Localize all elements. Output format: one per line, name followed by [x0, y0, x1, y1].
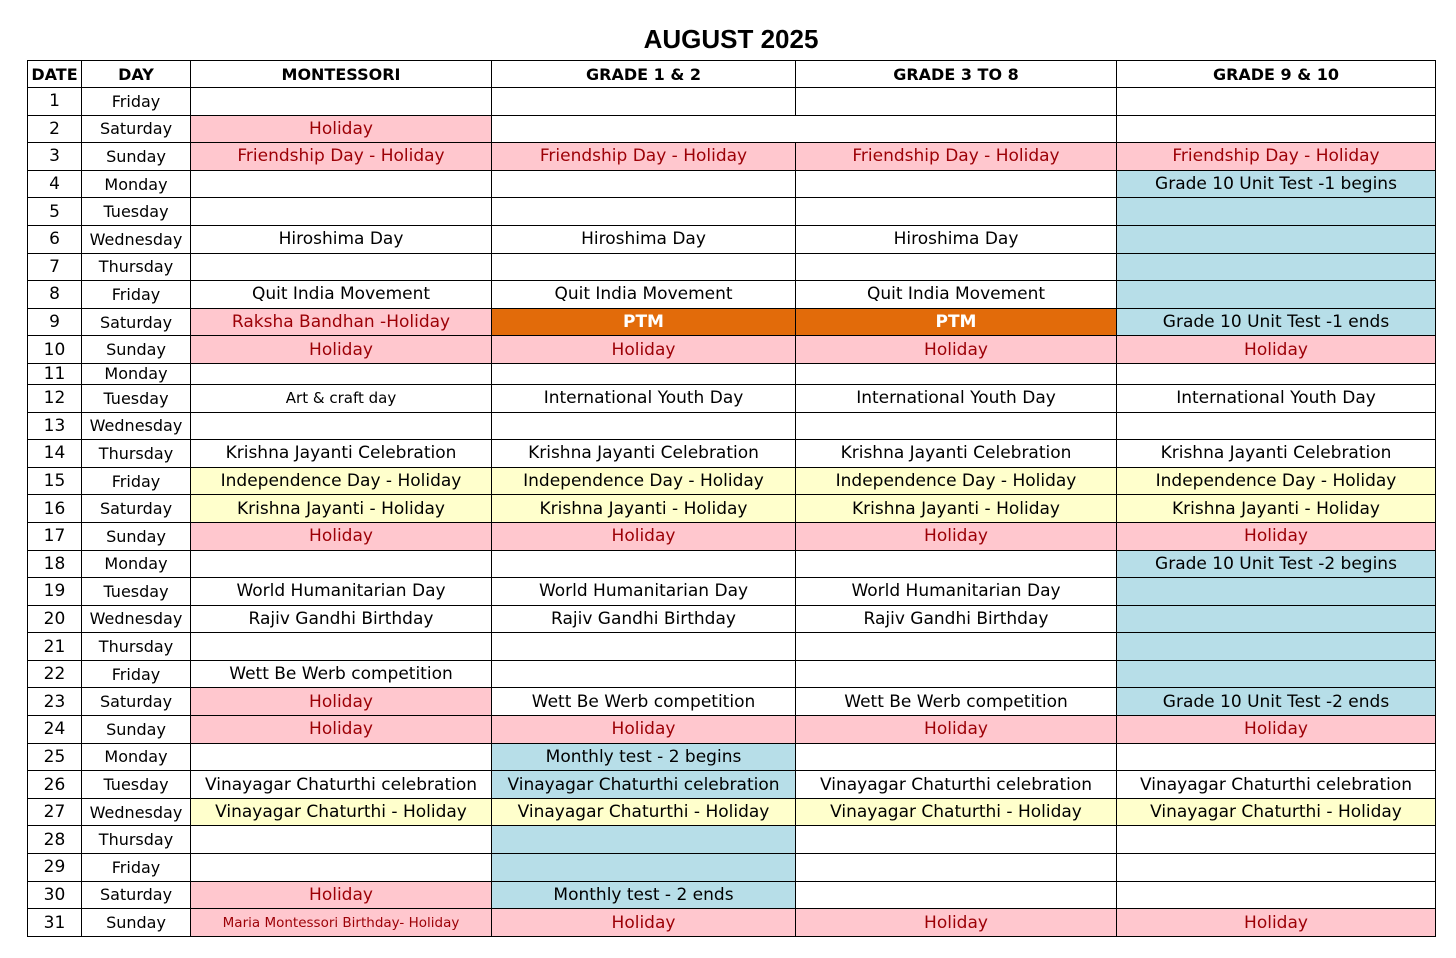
table-row — [28, 688, 1436, 716]
grade-9-10-cell — [1117, 88, 1436, 116]
date-cell: 27 — [28, 798, 82, 826]
grade-1-2-cell — [492, 363, 796, 384]
montessori-cell: Vinayagar Chaturthi celebration — [191, 771, 492, 799]
grade-9-10-cell: Holiday — [1117, 522, 1436, 550]
date-cell: 16 — [28, 495, 82, 523]
grade-3-8-cell — [796, 660, 1117, 688]
montessori-cell: Holiday — [191, 522, 492, 550]
day-cell: Wednesday — [82, 605, 191, 633]
grade-1-2-cell: Krishna Jayanti - Holiday — [492, 495, 796, 523]
date-cell: 23 — [28, 688, 82, 716]
grade-3-8-cell: Holiday — [796, 336, 1117, 364]
grade-3-8-cell — [796, 550, 1117, 578]
date-cell: 25 — [28, 743, 82, 771]
grade-1-2-cell: Vinayagar Chaturthi celebration — [492, 771, 796, 799]
table-row — [28, 881, 1436, 909]
grade-9-10-cell — [1117, 826, 1436, 854]
date-cell: 13 — [28, 412, 82, 440]
date-cell: 8 — [28, 281, 82, 309]
table-row — [28, 909, 1436, 937]
table-row — [28, 198, 1436, 226]
montessori-cell — [191, 412, 492, 440]
header-row — [28, 61, 1436, 88]
date-cell: 17 — [28, 522, 82, 550]
grade-9-10-cell: Grade 10 Unit Test -2 begins — [1117, 550, 1436, 578]
day-cell: Wednesday — [82, 225, 191, 253]
table-row — [28, 281, 1436, 309]
table-row — [28, 88, 1436, 116]
date-cell: 30 — [28, 881, 82, 909]
montessori-cell — [191, 198, 492, 226]
grade-9-10-cell — [1117, 412, 1436, 440]
montessori-cell — [191, 170, 492, 198]
table-row — [28, 522, 1436, 550]
grade-9-10-cell — [1117, 198, 1436, 226]
grade-1-2-cell: Wett Be Werb competition — [492, 688, 796, 716]
grade-3-8-cell — [796, 88, 1117, 116]
day-cell: Friday — [82, 467, 191, 495]
day-cell: Tuesday — [82, 384, 191, 412]
grade-9-10-cell — [1117, 253, 1436, 281]
table-row — [28, 225, 1436, 253]
table-row — [28, 467, 1436, 495]
table-row — [28, 384, 1436, 412]
montessori-cell — [191, 550, 492, 578]
montessori-cell: Hiroshima Day — [191, 225, 492, 253]
day-cell: Thursday — [82, 253, 191, 281]
day-cell: Monday — [82, 550, 191, 578]
table-row — [28, 495, 1436, 523]
montessori-cell: Holiday — [191, 716, 492, 744]
day-cell: Tuesday — [82, 198, 191, 226]
grade-9-10-cell — [1117, 115, 1436, 143]
day-cell: Monday — [82, 743, 191, 771]
grade-1-2-cell — [492, 412, 796, 440]
montessori-cell: Maria Montessori Birthday- Holiday — [191, 909, 492, 937]
date-cell: 9 — [28, 308, 82, 336]
montessori-cell: Holiday — [191, 688, 492, 716]
grade-3-8-cell — [796, 170, 1117, 198]
day-cell: Saturday — [82, 495, 191, 523]
table-row — [28, 308, 1436, 336]
day-cell: Wednesday — [82, 412, 191, 440]
day-cell: Saturday — [82, 308, 191, 336]
grade-3-8-cell — [796, 826, 1117, 854]
grade-3-8-cell: Krishna Jayanti - Holiday — [796, 495, 1117, 523]
date-cell: 15 — [28, 467, 82, 495]
grade-3-8-cell: Holiday — [796, 522, 1117, 550]
grade-3-8-cell: International Youth Day — [796, 384, 1117, 412]
grade-1-2-cell — [492, 170, 796, 198]
header-grade-3-8: GRADE 3 TO 8 — [796, 61, 1117, 88]
grade-3-8-cell: Rajiv Gandhi Birthday — [796, 605, 1117, 633]
date-cell: 21 — [28, 633, 82, 661]
date-cell: 10 — [28, 336, 82, 364]
day-cell: Wednesday — [82, 798, 191, 826]
day-cell: Sunday — [82, 909, 191, 937]
montessori-cell: Rajiv Gandhi Birthday — [191, 605, 492, 633]
table-row — [28, 578, 1436, 606]
montessori-cell: Art & craft day — [191, 384, 492, 412]
day-cell: Saturday — [82, 881, 191, 909]
montessori-cell: Holiday — [191, 881, 492, 909]
table-row — [28, 854, 1436, 882]
day-cell: Friday — [82, 660, 191, 688]
day-cell: Thursday — [82, 826, 191, 854]
table-row — [28, 826, 1436, 854]
grade-9-10-cell: Grade 10 Unit Test -1 ends — [1117, 308, 1436, 336]
grade-1-2-cell: Holiday — [492, 522, 796, 550]
grade-3-8-cell: Wett Be Werb competition — [796, 688, 1117, 716]
grade-9-10-cell: International Youth Day — [1117, 384, 1436, 412]
montessori-cell: Vinayagar Chaturthi - Holiday — [191, 798, 492, 826]
table-row — [28, 440, 1436, 468]
date-cell: 22 — [28, 660, 82, 688]
date-cell: 4 — [28, 170, 82, 198]
grade-1-2-cell — [492, 198, 796, 226]
montessori-cell: Holiday — [191, 336, 492, 364]
calendar-body — [28, 88, 1436, 937]
calendar-table — [27, 60, 1436, 937]
header-grade-9-10: GRADE 9 & 10 — [1117, 61, 1436, 88]
grade-3-8-cell: PTM — [796, 308, 1117, 336]
grade-1-2-cell: Independence Day - Holiday — [492, 467, 796, 495]
grade-9-10-cell: Friendship Day - Holiday — [1117, 143, 1436, 171]
grade-1-2-cell: Vinayagar Chaturthi - Holiday — [492, 798, 796, 826]
day-cell: Monday — [82, 170, 191, 198]
grade-1-2-cell — [492, 633, 796, 661]
grade-9-10-cell: Holiday — [1117, 336, 1436, 364]
grade-1-2-cell: Friendship Day - Holiday — [492, 143, 796, 171]
date-cell: 12 — [28, 384, 82, 412]
montessori-cell: Krishna Jayanti - Holiday — [191, 495, 492, 523]
grade-9-10-cell: Vinayagar Chaturthi celebration — [1117, 771, 1436, 799]
grade-9-10-cell: Krishna Jayanti Celebration — [1117, 440, 1436, 468]
table-row — [28, 336, 1436, 364]
grade-1-2-cell: International Youth Day — [492, 384, 796, 412]
grade-9-10-cell — [1117, 363, 1436, 384]
date-cell: 1 — [28, 88, 82, 116]
day-cell: Friday — [82, 281, 191, 309]
grade-3-8-cell: Vinayagar Chaturthi - Holiday — [796, 798, 1117, 826]
grade-3-8-cell — [796, 633, 1117, 661]
day-cell: Saturday — [82, 115, 191, 143]
grade-9-10-cell: Grade 10 Unit Test -1 begins — [1117, 170, 1436, 198]
grade-9-10-cell — [1117, 881, 1436, 909]
grade-3-8-cell — [796, 881, 1117, 909]
grade-3-8-cell: Quit India Movement — [796, 281, 1117, 309]
montessori-cell — [191, 743, 492, 771]
montessori-cell: Wett Be Werb competition — [191, 660, 492, 688]
grade-1-2-cell — [492, 826, 796, 854]
day-cell: Sunday — [82, 336, 191, 364]
header-grade-1-2: GRADE 1 & 2 — [492, 61, 796, 88]
grade-9-10-cell — [1117, 281, 1436, 309]
grade-9-10-cell — [1117, 225, 1436, 253]
montessori-cell: Raksha Bandhan -Holiday — [191, 308, 492, 336]
grade-1-2-cell — [492, 660, 796, 688]
date-cell: 24 — [28, 716, 82, 744]
table-row — [28, 253, 1436, 281]
grade-9-10-cell: Grade 10 Unit Test -2 ends — [1117, 688, 1436, 716]
grade-9-10-cell: Vinayagar Chaturthi - Holiday — [1117, 798, 1436, 826]
montessori-cell: Friendship Day - Holiday — [191, 143, 492, 171]
table-row — [28, 170, 1436, 198]
date-cell: 26 — [28, 771, 82, 799]
table-row — [28, 743, 1436, 771]
header-montessori: MONTESSORI — [191, 61, 492, 88]
grade-9-10-cell — [1117, 605, 1436, 633]
grade-3-8-cell: Hiroshima Day — [796, 225, 1117, 253]
montessori-cell — [191, 363, 492, 384]
grade-3-8-cell: Krishna Jayanti Celebration — [796, 440, 1117, 468]
grade-1-2-cell: Quit India Movement — [492, 281, 796, 309]
day-cell: Sunday — [82, 143, 191, 171]
table-row — [28, 363, 1436, 384]
grade-1-2-cell: Krishna Jayanti Celebration — [492, 440, 796, 468]
day-cell: Tuesday — [82, 578, 191, 606]
grade-1-2-cell — [492, 88, 796, 116]
table-row — [28, 798, 1436, 826]
table-row — [28, 412, 1436, 440]
grade-1-2-cell — [492, 854, 796, 882]
grade-9-10-cell: Independence Day - Holiday — [1117, 467, 1436, 495]
date-cell: 5 — [28, 198, 82, 226]
grade-3-8-cell: Holiday — [796, 909, 1117, 937]
grade-3-8-cell: World Humanitarian Day — [796, 578, 1117, 606]
grade-3-8-cell — [796, 198, 1117, 226]
grade-1-2-cell — [492, 253, 796, 281]
grade-9-10-cell — [1117, 633, 1436, 661]
day-cell: Thursday — [82, 633, 191, 661]
date-cell: 11 — [28, 363, 82, 384]
date-cell: 2 — [28, 115, 82, 143]
montessori-cell — [191, 633, 492, 661]
day-cell: Sunday — [82, 716, 191, 744]
table-row — [28, 660, 1436, 688]
date-cell: 20 — [28, 605, 82, 633]
grade-3-8-cell: Vinayagar Chaturthi celebration — [796, 771, 1117, 799]
grade-1-2-cell — [492, 115, 1117, 143]
day-cell: Friday — [82, 88, 191, 116]
montessori-cell — [191, 253, 492, 281]
day-cell: Friday — [82, 854, 191, 882]
date-cell: 6 — [28, 225, 82, 253]
montessori-cell: Holiday — [191, 115, 492, 143]
date-cell: 19 — [28, 578, 82, 606]
grade-9-10-cell — [1117, 743, 1436, 771]
table-row — [28, 143, 1436, 171]
montessori-cell — [191, 854, 492, 882]
grade-3-8-cell — [796, 743, 1117, 771]
day-cell: Tuesday — [82, 771, 191, 799]
date-cell: 28 — [28, 826, 82, 854]
montessori-cell: Independence Day - Holiday — [191, 467, 492, 495]
date-cell: 7 — [28, 253, 82, 281]
date-cell: 31 — [28, 909, 82, 937]
grade-3-8-cell — [796, 253, 1117, 281]
grade-1-2-cell: Holiday — [492, 716, 796, 744]
grade-9-10-cell: Holiday — [1117, 716, 1436, 744]
table-row — [28, 550, 1436, 578]
grade-3-8-cell: Friendship Day - Holiday — [796, 143, 1117, 171]
montessori-cell: Krishna Jayanti Celebration — [191, 440, 492, 468]
grade-3-8-cell — [796, 363, 1117, 384]
grade-9-10-cell: Krishna Jayanti - Holiday — [1117, 495, 1436, 523]
date-cell: 29 — [28, 854, 82, 882]
day-cell: Saturday — [82, 688, 191, 716]
grade-3-8-cell: Holiday — [796, 716, 1117, 744]
grade-3-8-cell — [796, 412, 1117, 440]
montessori-cell: World Humanitarian Day — [191, 578, 492, 606]
grade-1-2-cell: Monthly test - 2 begins — [492, 743, 796, 771]
day-cell: Thursday — [82, 440, 191, 468]
day-cell: Monday — [82, 363, 191, 384]
table-row — [28, 115, 1436, 143]
date-cell: 18 — [28, 550, 82, 578]
grade-1-2-cell: PTM — [492, 308, 796, 336]
table-row — [28, 716, 1436, 744]
table-row — [28, 771, 1436, 799]
day-cell: Sunday — [82, 522, 191, 550]
montessori-cell — [191, 88, 492, 116]
grade-9-10-cell — [1117, 660, 1436, 688]
montessori-cell — [191, 826, 492, 854]
grade-1-2-cell: Monthly test - 2 ends — [492, 881, 796, 909]
grade-9-10-cell — [1117, 854, 1436, 882]
grade-1-2-cell: Hiroshima Day — [492, 225, 796, 253]
date-cell: 14 — [28, 440, 82, 468]
grade-9-10-cell — [1117, 578, 1436, 606]
grade-1-2-cell: Holiday — [492, 909, 796, 937]
grade-1-2-cell: Rajiv Gandhi Birthday — [492, 605, 796, 633]
grade-3-8-cell: Independence Day - Holiday — [796, 467, 1117, 495]
header-day: DAY — [82, 61, 191, 88]
table-row — [28, 633, 1436, 661]
grade-9-10-cell: Holiday — [1117, 909, 1436, 937]
date-cell: 3 — [28, 143, 82, 171]
grade-1-2-cell: World Humanitarian Day — [492, 578, 796, 606]
grade-3-8-cell — [796, 854, 1117, 882]
montessori-cell: Quit India Movement — [191, 281, 492, 309]
page-title: AUGUST 2025 — [643, 24, 819, 54]
table-row — [28, 605, 1436, 633]
header-date: DATE — [28, 61, 82, 88]
grade-1-2-cell — [492, 550, 796, 578]
grade-1-2-cell: Holiday — [492, 336, 796, 364]
